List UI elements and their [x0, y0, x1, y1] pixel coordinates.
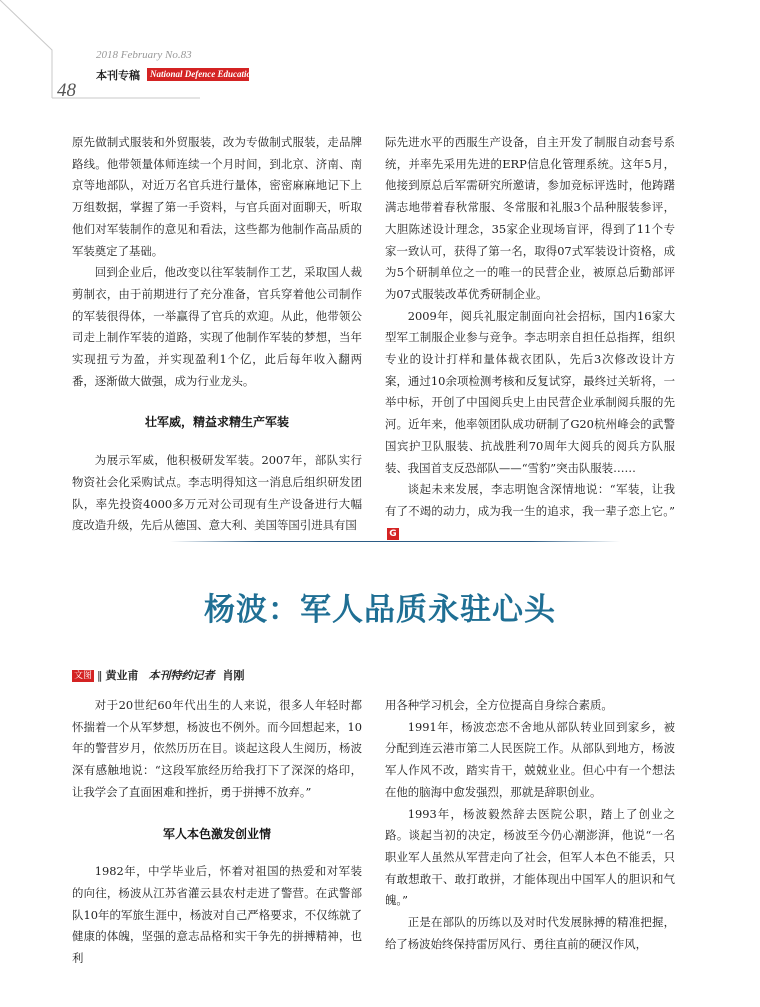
paragraph-closing [385, 479, 675, 544]
paragraph: 2009年，阅兵礼服定制面向社会招标，国内16家大型军工制服企业参与竞争。李志明亲自担任总指挥，组织专业的设计打样和量体裁衣团队，先后3次修改设计方案，通过10余项检测考核和反复试穿，最终过关斩将，一举中标，开创了中国阅兵史上由民营企业承制阅兵服的先河。近年来，他率领团队成功研制了G20杭州峰会的武警国宾护卫队服装、抗战胜利70周年大阅兵的阅兵方队服装、我国首支反恐部队——“雪豹”突击队服装…… [385, 308, 675, 475]
section-heading: 壮军威，精益求精生产军装 [144, 415, 289, 430]
section-heading: 军人本色激发创业情 [162, 826, 271, 841]
paragraph: 回到企业后，他改变以往军装制作工艺，采取国人裁剪制衣，由于前期进行了充分准备，官兵穿着他公司制作的军装很得体，一举赢得了官兵的欢迎。从此，他带领公司走上制作军装的道路，实现了他制作军装的梦想，当年实现扭亏为盈，并实现盈利1个亿，此后每年收入翻两番，逐渐做大做强，成为行业龙头。 [72, 265, 362, 388]
article2-column-left [72, 695, 362, 970]
issue-label: 2018 February No.83 [96, 49, 192, 61]
byline-tag: 文图 [74, 671, 93, 681]
paragraph: 1991年，杨波恋恋不舍地从部队转业回到家乡，被分配到连云港市第二人民医院工作。从部队到地方，杨波军人作风不改，踏实肯干，兢兢业业。但心中有一个想法在他的脑海中愈发强烈，那就是辞职创业。 [385, 719, 675, 799]
byline-author-2: 肖刚 [222, 669, 245, 682]
paragraph: 1982年，中学毕业后，怀着对祖国的热爱和对军装的向往，杨波从江苏省灌云县农村走进了警营。在武警部队10年的军旅生涯中，杨波对自己严格要求，不仅练就了健康的体魄，坚强的意志品格和实干争先的拼搏精神，也利 [72, 864, 362, 966]
byline-author: 黄业甫 [105, 669, 139, 682]
paragraph: 际先进水平的西服生产设备，自主开发了制服自动套号系统，并率先采用先进的ERP信息化管理系统。这年5月，他接到原总后军需研究所邀请，参加竞标评选时，他踌躇满志地带着春秋常服、冬常服和礼服3个品种服装参评，大胆陈述设计理念，35家企业现场盲评，得到了11个专家一致认可，获得了第一名，取得07式军装设计资格，成为5个研制单位之一的唯一的民营企业，被原总后勤部评为07式服装改革优秀研制企业。 [385, 135, 675, 301]
article1-column-left [72, 132, 362, 537]
paragraph: 用各种学习机会，全方位提高自身综合素质。 [385, 698, 613, 712]
byline-role: 本刊特约记者 [148, 669, 215, 682]
closing-text: 谈起未来发展，李志明饱含深情地说：“军装，让我有了不竭的动力，成为我一生的追求，我一辈子恋上它。” [385, 482, 675, 518]
article-divider [170, 541, 620, 542]
byline [72, 667, 245, 683]
paragraph: 正是在部队的历练以及对时代发展脉搏的精准把握，给了杨波始终保持雷厉风行、勇往直前的硬汉作风， [385, 915, 675, 951]
paragraph: 为展示军威，他积极研发军装。2007年，部队实行物资社会化采购试点。李志明得知这一消息后组织研发团队，率先投资4000多万元对公司现有生产设备进行大幅度改造升级，先后从德国、意大利、美国等国引进具有国 [72, 453, 362, 533]
article2-column-right [385, 695, 675, 955]
article-title: 杨波：军人品质永驻心头 [204, 592, 556, 628]
column-english-banner [147, 68, 256, 81]
column-english-label: National Defence Education [150, 69, 256, 79]
end-mark-icon: G [387, 528, 399, 540]
paragraph: 原先做制式服装和外贸服装，改为专做制式服装，走品牌路线。他带领量体师连续一个月时间，到北京、济南、南京等地部队，对近万名官兵进行量体，密密麻麻地记下上万组数据，掌握了第一手资料，与官兵面对面聊天，听取他们对军装制作的意见和看法，这些都为他制作高品质的军装奠定了基础。 [72, 135, 362, 258]
column-label: 本刊专稿 [96, 69, 140, 82]
page-number: 48 [57, 80, 76, 101]
byline-separator: ‖ [97, 669, 103, 682]
paragraph: 对于20世纪60年代出生的人来说，很多人年轻时都怀揣着一个从军梦想，杨波也不例外。而今回想起来，10年的警营岁月，依然历历在目。谈起这段人生阅历，杨波深有感触地说：“这段军旅经历给我打下了深深的烙印，让我学会了直面困难和挫折，勇于拼搏不放弃。” [72, 698, 362, 799]
paragraph: 1993年，杨波毅然辞去医院公职，踏上了创业之路。谈起当初的决定，杨波至今仍心潮澎湃，他说“一名职业军人虽然从军营走向了社会，但军人本色不能丢，只有敢想敢干、敢打敢拼，才能体现出中国军人的胆识和气魄。” [385, 806, 675, 908]
article1-column-right [385, 132, 675, 544]
